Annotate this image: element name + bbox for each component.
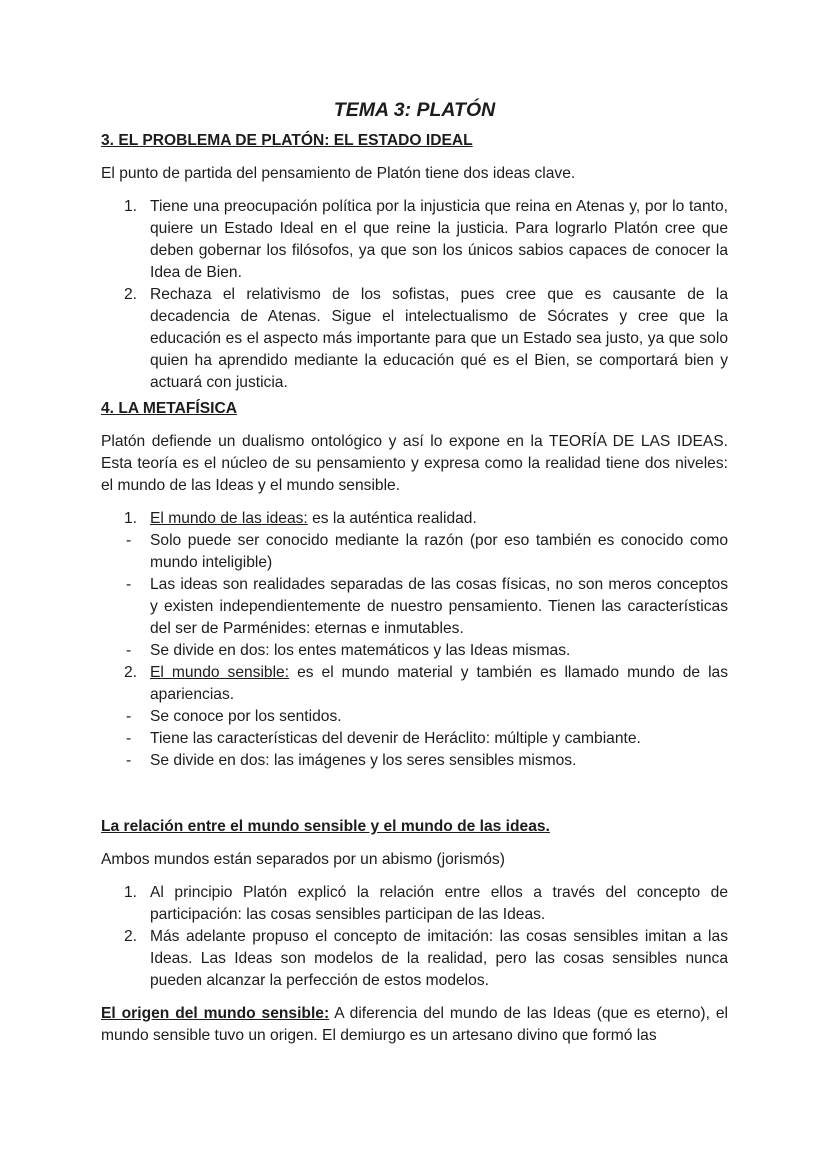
relation-list [101,882,728,992]
list-item-text: Las ideas son realidades separadas de las cosas físicas, no son meros conceptos y existen independientemente de nuestro pensamiento. Tienen las características del ser de Parménides: eternas e inmutables. [150,576,728,637]
section-4-heading: 4. LA METAFÍSICA [101,400,238,417]
list-marker: - [126,642,132,659]
list-item-text: Al principio Platón explicó la relación entre ellos a través del concepto de participación: las cosas sensibles participan de las Ideas. [150,884,728,923]
list-item-text: Solo puede ser conocido mediante la razón (por eso también es conocido como mundo inteligible) [150,532,728,571]
relation-intro: Ambos mundos están separados por un abismo (jorismós) [101,851,505,868]
list-item [101,640,728,662]
origin-label: El origen del mundo sensible: [101,1005,330,1022]
list-item-text: es la auténtica realidad. [307,510,477,527]
section-3-list [101,196,728,394]
list-item-text: Tiene una preocupación política por la injusticia que reina en Atenas y, por lo tanto, quiere un Estado Ideal en el que reine la justicia. Para lograrlo Platón cree que deben gobernar los filósofos, ya que son los únicos sabios capaces de conocer la Idea de Bien. [150,198,728,281]
list-item-label: El mundo sensible: [150,664,290,681]
list-marker: 2. [124,664,138,681]
list-item [101,728,728,750]
list-marker: 1. [124,198,138,215]
list-marker: - [126,730,132,747]
list-item [101,882,728,926]
list-item-text: Se conoce por los sentidos. [150,708,342,725]
list-marker: - [126,752,132,769]
list-item [101,706,728,728]
origin-text: A diferencia del mundo de las Ideas (que es eterno), el mundo sensible tuvo un origen. El demiurgo es un artesano divino que formó las [101,1005,729,1044]
list-item-label: El mundo de las ideas: [150,510,308,527]
list-marker: 2. [124,286,138,303]
list-item-text: Se divide en dos: los entes matemáticos y las Ideas mismas. [150,642,571,659]
document-content [101,98,728,1058]
list-marker: - [126,532,132,549]
list-item [101,750,728,772]
section-4-list [101,508,728,772]
list-item-text: es el mundo material y también es llamado mundo de las apariencias. [150,664,728,703]
list-item [101,196,728,284]
section-4-intro: Platón defiende un dualismo ontológico y así lo expone en la TEORÍA DE LAS IDEAS. Esta teoría es el núcleo de su pensamiento y expresa como la realidad tiene dos niveles: el mundo de las Ideas y el mundo sensible. [101,433,728,494]
list-marker: - [126,576,132,593]
section-3-heading: 3. EL PROBLEMA DE PLATÓN: EL ESTADO IDEAL [101,132,473,149]
list-item-text: Rechaza el relativismo de los sofistas, pues cree que es causante de la decadencia de Atenas. Sigue el intelectualismo de Sócrates y cree que la educación es el aspecto más importante para que un Estado sea justo, ya que solo quien ha aprendido mediante la educación qué es el Bien, se comportará bien y actuará con justicia. [150,286,728,391]
spacer [101,776,728,816]
page-title: TEMA 3: PLATÓN [333,99,496,121]
list-marker: 1. [124,884,138,901]
list-item [101,508,728,530]
list-marker: 1. [124,510,138,527]
section-3-intro: El punto de partida del pensamiento de Platón tiene dos ideas clave. [101,165,576,182]
list-item [101,284,728,394]
list-item [101,574,728,640]
list-marker: - [126,708,132,725]
list-item [101,530,728,574]
origin-paragraph [101,1003,728,1047]
relation-heading: La relación entre el mundo sensible y el mundo de las ideas. [101,818,550,835]
list-marker: 2. [124,928,138,945]
list-item-text: Más adelante propuso el concepto de imitación: las cosas sensibles imitan a las Ideas. Las Ideas son modelos de la realidad, pero las cosas sensibles nunca pueden alcanzar la perfección de estos modelos. [150,928,728,989]
list-item-text: Tiene las características del devenir de Heráclito: múltiple y cambiante. [150,730,641,747]
list-item [101,662,728,706]
list-item [101,926,728,992]
list-item-text: Se divide en dos: las imágenes y los seres sensibles mismos. [150,752,577,769]
